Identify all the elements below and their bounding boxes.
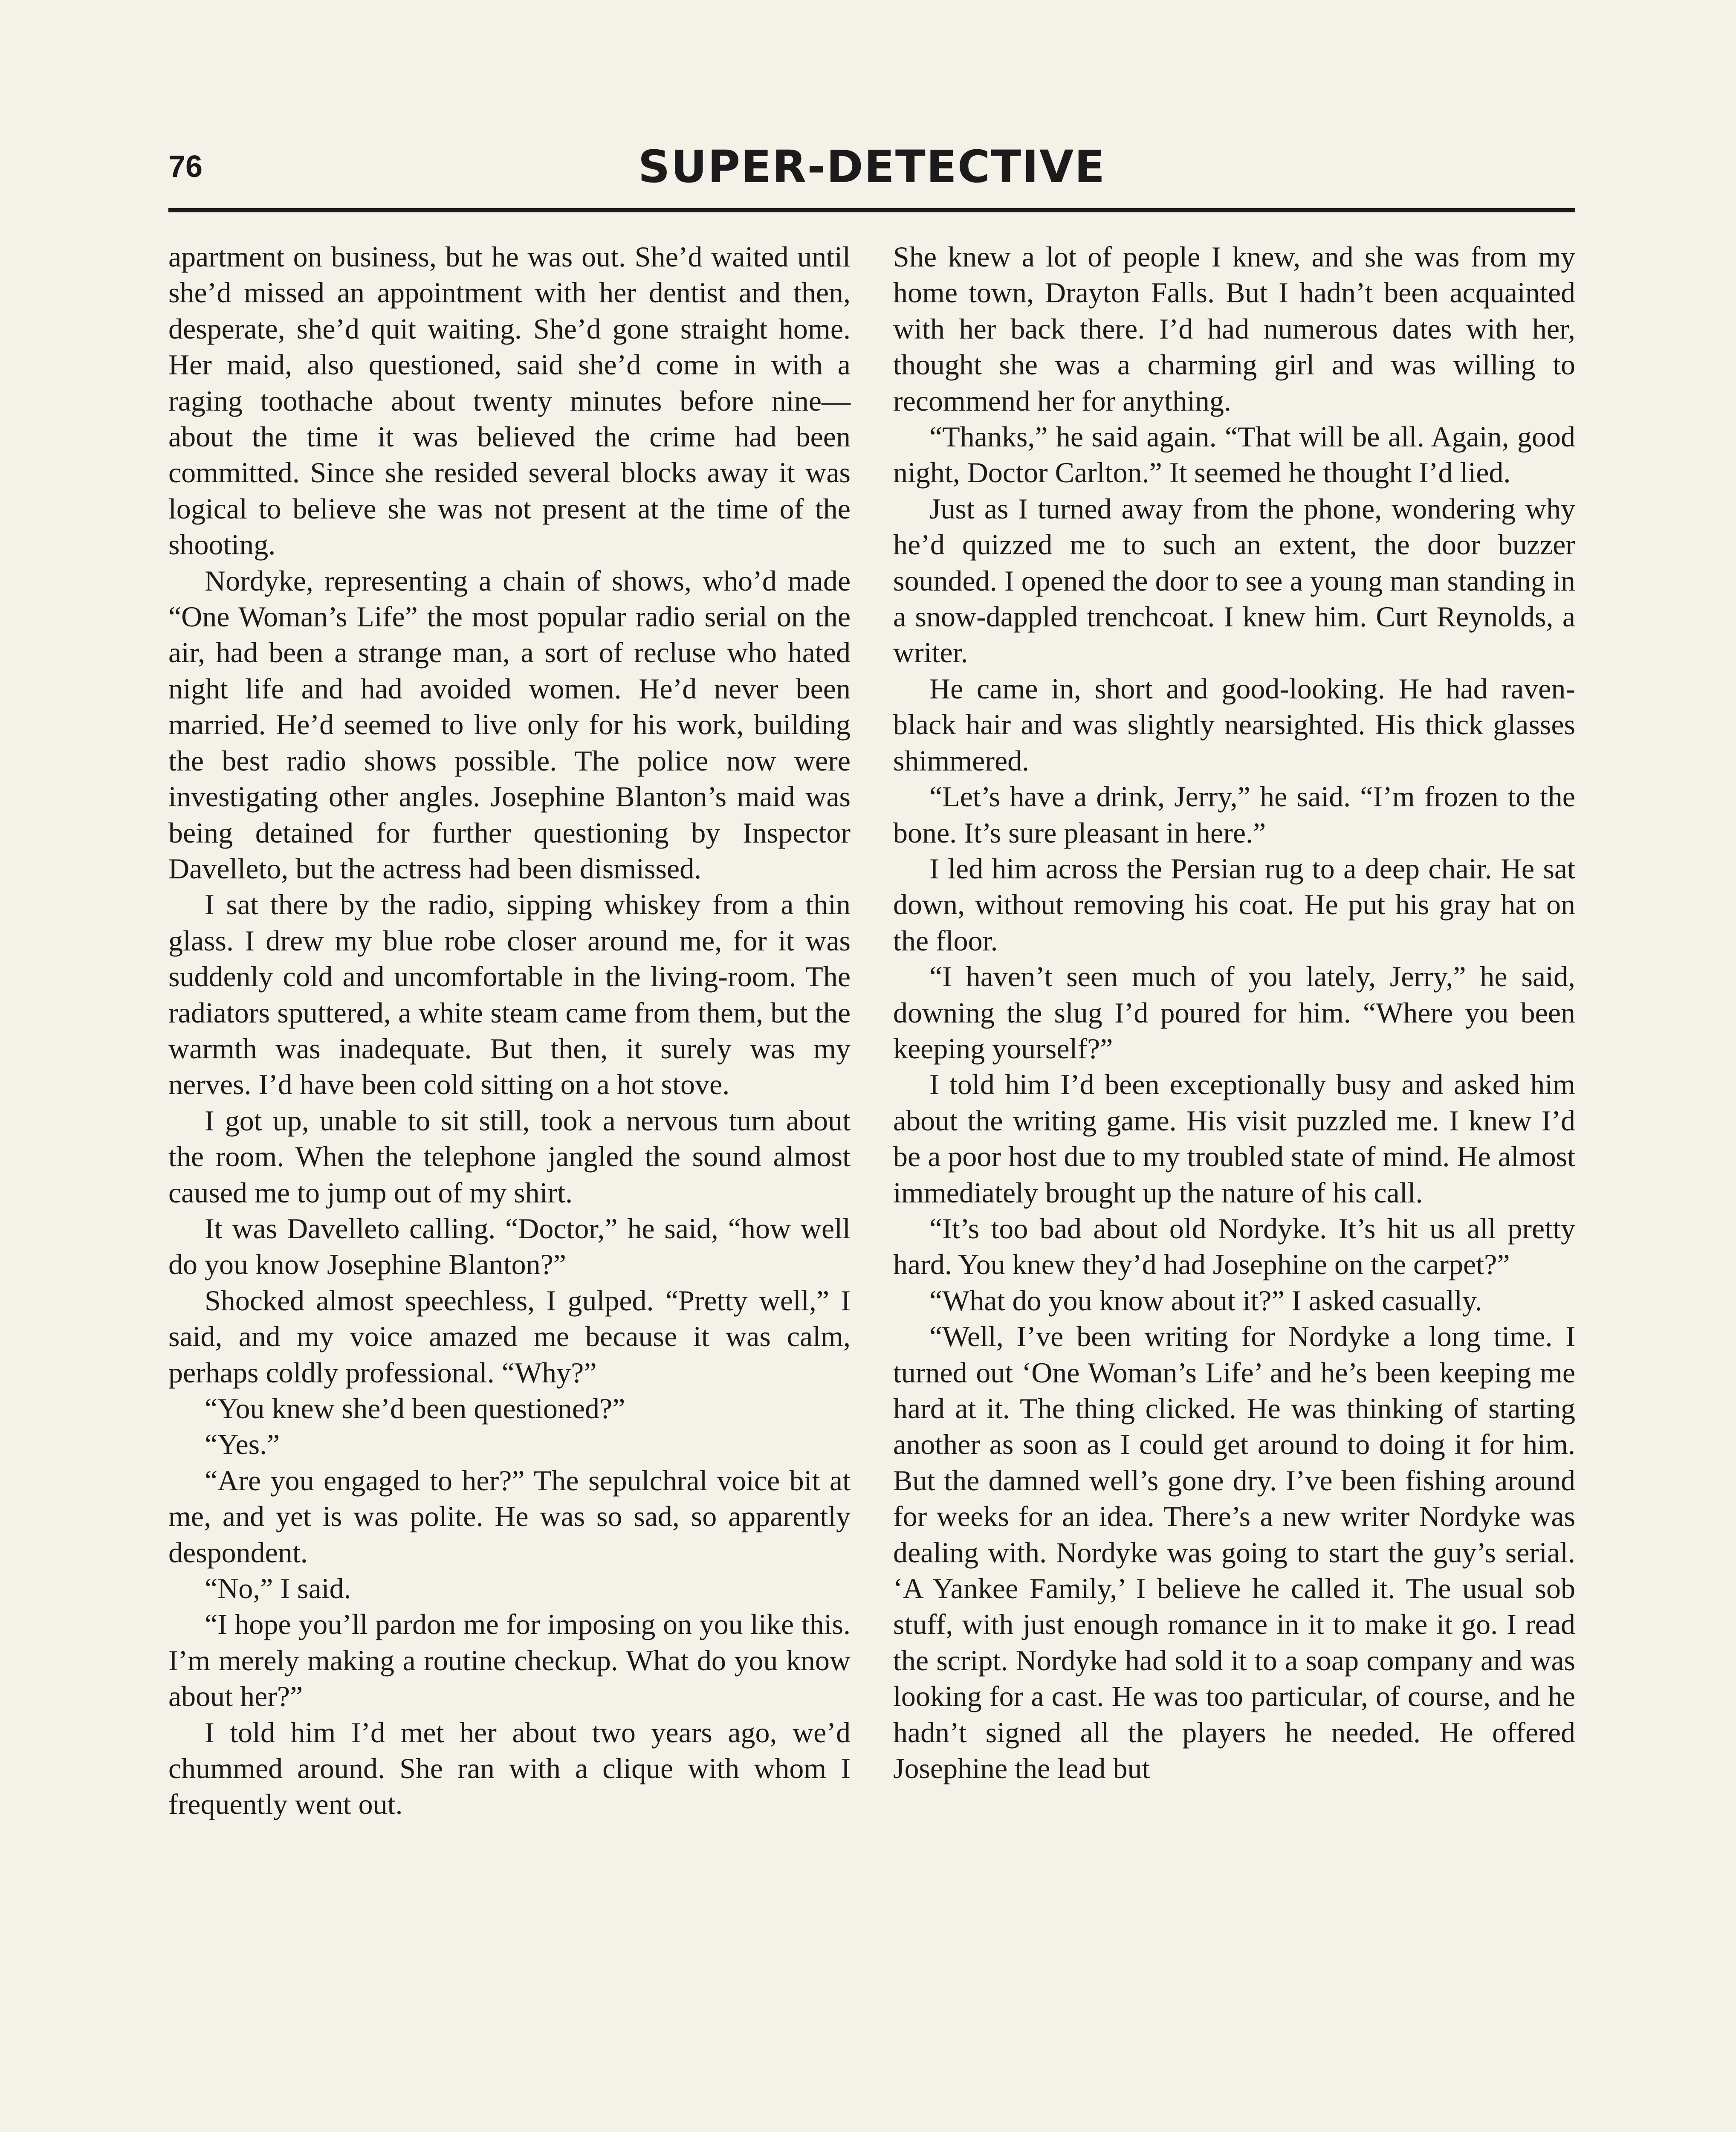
paragraph: I got up, unable to sit still, took a nervous turn about the room. When the telephone jangled the sound almost caused me to jump out of my shirt. xyxy=(168,1104,851,1209)
paragraph: “Well, I’ve been writing for Nordyke a long time. I turned out ‘One Woman’s Life’ and he’s been keeping me hard at it. The thing clicked. He was thinking of starting another as soon as I could get around to doing it for him. But the damned well’s gone dry. I’ve been fishing around for weeks for an idea. There’s a new writer Nordyke was dealing with. Nordyke was going to start the guy’s serial. ‘A Yankee Family,’ I believe he called it. The usual sob stuff, with just enough romance in it to make it go. I read the script. Nordyke had sold it to a soap company and was looking for a cast. He was too particular, of course, and he hadn’t signed all the players he needed. He offered Josephine the lead but xyxy=(893,1320,1575,1785)
paragraph: She knew a lot of people I knew, and she was from my home town, Drayton Falls. But I hadn’t been acquainted with her back there. I’d had numerous dates with her, thought she was a charming girl and was willing to recommend her for anything. xyxy=(893,240,1575,417)
paragraph: Nordyke, representing a chain of shows, who’d made “One Woman’s Life” the most popular radio serial on the air, had been a strange man, a sort of recluse who hated night life and had avoided women. He’d never been married. He’d seemed to live only for his work, building the best radio shows possible. The police now were investigating other angles. Josephine Blanton’s maid was being detained for further questioning by Inspector Davelleto, but the actress had been dismissed. xyxy=(168,564,851,885)
header-rule xyxy=(168,208,1575,212)
paragraph: “You knew she’d been questioned?” xyxy=(205,1392,625,1425)
paragraph: It was Davelleto calling. “Doctor,” he said, “how well do you know Josephine Blanton?” xyxy=(168,1212,851,1281)
article-body xyxy=(168,239,1575,2132)
page-number: 76 xyxy=(168,150,203,184)
paragraph: “Let’s have a drink, Jerry,” he said. “I’m frozen to the bone. It’s sure pleasant in here.” xyxy=(893,780,1575,849)
paragraph: apartment on business, but he was out. She’d waited until she’d missed an appointment with her dentist and then, desperate, she’d quit waiting. She’d gone straight home. Her maid, also questioned, said she’d come in with a raging toothache about twenty minutes before nine—about the time it was believed the crime had been committed. Since she resided several blocks away it was logical to believe she was not present at the time of the shooting. xyxy=(168,240,851,561)
paragraph: “Are you engaged to her?” The sepulchral voice bit at me, and yet is was polite. He was so sad, so apparently despondent. xyxy=(168,1464,851,1569)
paragraph: I sat there by the radio, sipping whiskey from a thin glass. I drew my blue robe closer around me, for it was suddenly cold and uncomfortable in the living-room. The radiators sputtered, a white steam came from them, but the warmth was inadequate. But then, it surely was my nerves. I’d have been cold sitting on a hot stove. xyxy=(168,888,851,1101)
paragraph: “What do you know about it?” I asked casually. xyxy=(929,1284,1482,1317)
paragraph: I told him I’d met her about two years ago, we’d chummed around. She ran with a clique with whom I frequently went out. xyxy=(168,1716,851,1821)
running-head-title: SUPER-DETECTIVE xyxy=(638,141,1106,193)
paragraph: “I hope you’ll pardon me for imposing on you like this. I’m merely making a routine checkup. What do you know about her?” xyxy=(168,1608,851,1713)
paragraph: “It’s too bad about old Nordyke. It’s hit us all pretty hard. You knew they’d had Josephine on the carpet?” xyxy=(893,1212,1575,1281)
paragraph: He came in, short and good-looking. He had raven-black hair and was slightly nearsighted. His thick glasses shimmered. xyxy=(893,672,1575,777)
page-header xyxy=(168,141,1575,209)
paragraph: “No,” I said. xyxy=(205,1572,351,1605)
right-column xyxy=(893,239,1575,2132)
paragraph: Shocked almost speechless, I gulped. “Pretty well,” I said, and my voice amazed me because it was calm, perhaps coldly professional. “Why?” xyxy=(168,1284,851,1389)
paragraph: “Thanks,” he said again. “That will be all. Again, good night, Doctor Carlton.” It seemed he thought I’d lied. xyxy=(893,420,1575,489)
paragraph: “I haven’t seen much of you lately, Jerry,” he said, downing the slug I’d poured for him. “Where you been keeping yourself?” xyxy=(893,960,1575,1065)
paragraph: Just as I turned away from the phone, wondering why he’d quizzed me to such an extent, the door buzzer sounded. I opened the door to see a young man standing in a snow-dappled trenchcoat. I knew him. Curt Reynolds, a writer. xyxy=(893,492,1575,669)
paragraph: I led him across the Persian rug to a deep chair. He sat down, without removing his coat. He put his gray hat on the floor. xyxy=(893,852,1575,957)
paragraph: I told him I’d been exceptionally busy and asked him about the writing game. His visit puzzled me. I knew I’d be a poor host due to my troubled state of mind. He almost immediately brought up the nature of his call. xyxy=(893,1068,1575,1209)
paragraph: “Yes.” xyxy=(205,1428,280,1461)
left-column xyxy=(168,239,851,2132)
